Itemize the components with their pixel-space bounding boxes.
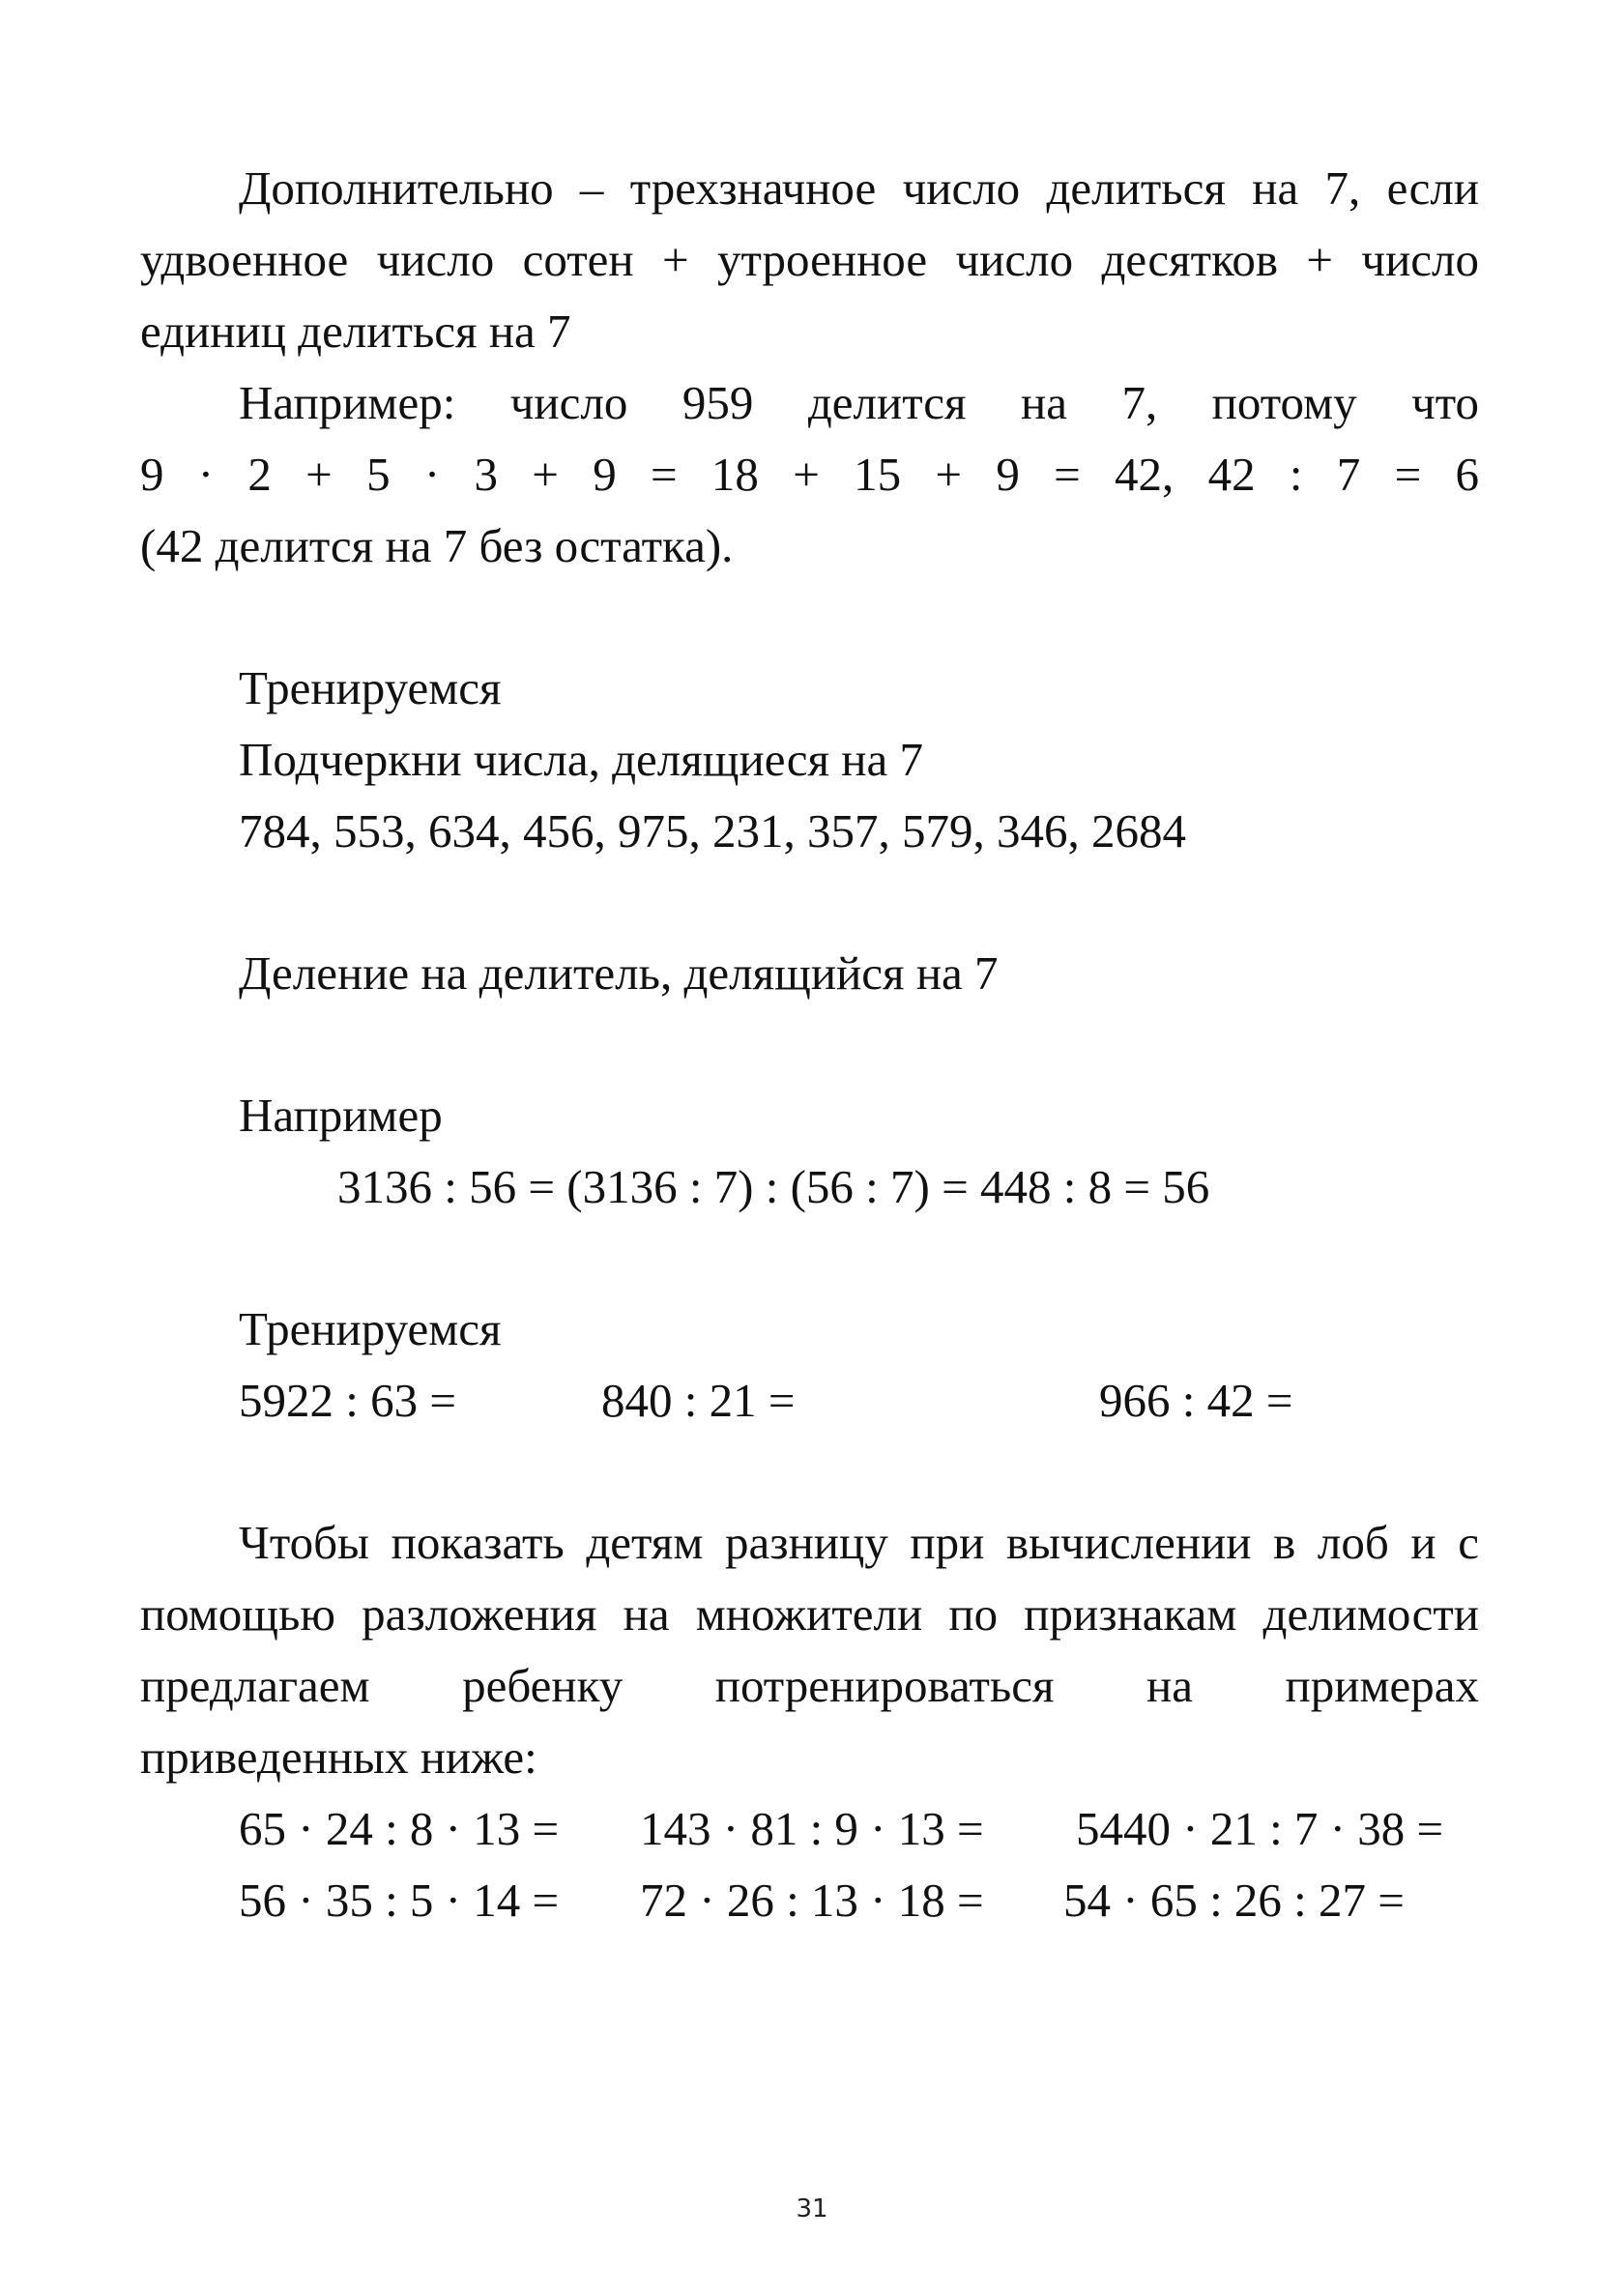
training-1-heading: Тренируемся <box>239 661 502 714</box>
practice-exercise: 72 · 26 : 13 · 18 = <box>640 1874 984 1927</box>
practice-exercise: 143 · 81 : 9 · 13 = <box>640 1802 984 1855</box>
page-number: 31 <box>796 2194 828 2223</box>
training-2-exercise: 5922 : 63 = <box>239 1374 456 1427</box>
training-2-exercise: 840 : 21 = <box>601 1374 796 1427</box>
paragraph-2-line-3: предлагаем ребенку потренироваться на примерах <box>140 1659 1479 1712</box>
training-2-heading: Тренируемся <box>239 1302 502 1355</box>
practice-exercise: 65 · 24 : 8 · 13 = <box>239 1802 560 1855</box>
example-2-label: Например <box>239 1089 443 1142</box>
paragraph-1-line-1: Дополнительно – трехзначное число делиться на 7, если <box>239 161 1479 215</box>
practice-exercise: 5440 · 21 : 7 · 38 = <box>1076 1802 1444 1855</box>
training-1-task: Подчеркни числа, делящиеся на 7 <box>239 733 923 786</box>
practice-exercise: 56 · 35 : 5 · 14 = <box>239 1874 560 1927</box>
paragraph-2-line-4: приведенных ниже: <box>140 1730 537 1784</box>
training-2-exercise: 966 : 42 = <box>1099 1374 1293 1427</box>
training-1-numbers: 784, 553, 634, 456, 975, 231, 357, 579, 346, 2684 <box>239 804 1186 857</box>
example-1-line-3: (42 делится на 7 без остатка). <box>140 519 734 572</box>
paragraph-2-line-1: Чтобы показать детям разницу при вычислении в лоб и с <box>239 1516 1479 1569</box>
paragraph-1-line-2: удвоенное число сотен + утроенное число десятков + число <box>140 233 1479 286</box>
paragraph-2-line-2: помощью разложения на множители по признакам делимости <box>140 1587 1479 1641</box>
paragraph-1-line-3: единиц делиться на 7 <box>140 305 571 358</box>
example-2-formula: 3136 : 56 = (3136 : 7) : (56 : 7) = 448 : 8 = 56 <box>337 1160 1210 1213</box>
example-1-line-2: 9 · 2 + 5 · 3 + 9 = 18 + 15 + 9 = 42, 42 : 7 = 6 <box>140 448 1479 501</box>
practice-exercise: 54 · 65 : 26 : 27 = <box>1063 1874 1405 1927</box>
example-1-line-1: Например: число 959 делится на 7, потому что <box>239 376 1479 429</box>
section-divisor-heading: Деление на делитель, делящийся на 7 <box>239 946 999 1000</box>
